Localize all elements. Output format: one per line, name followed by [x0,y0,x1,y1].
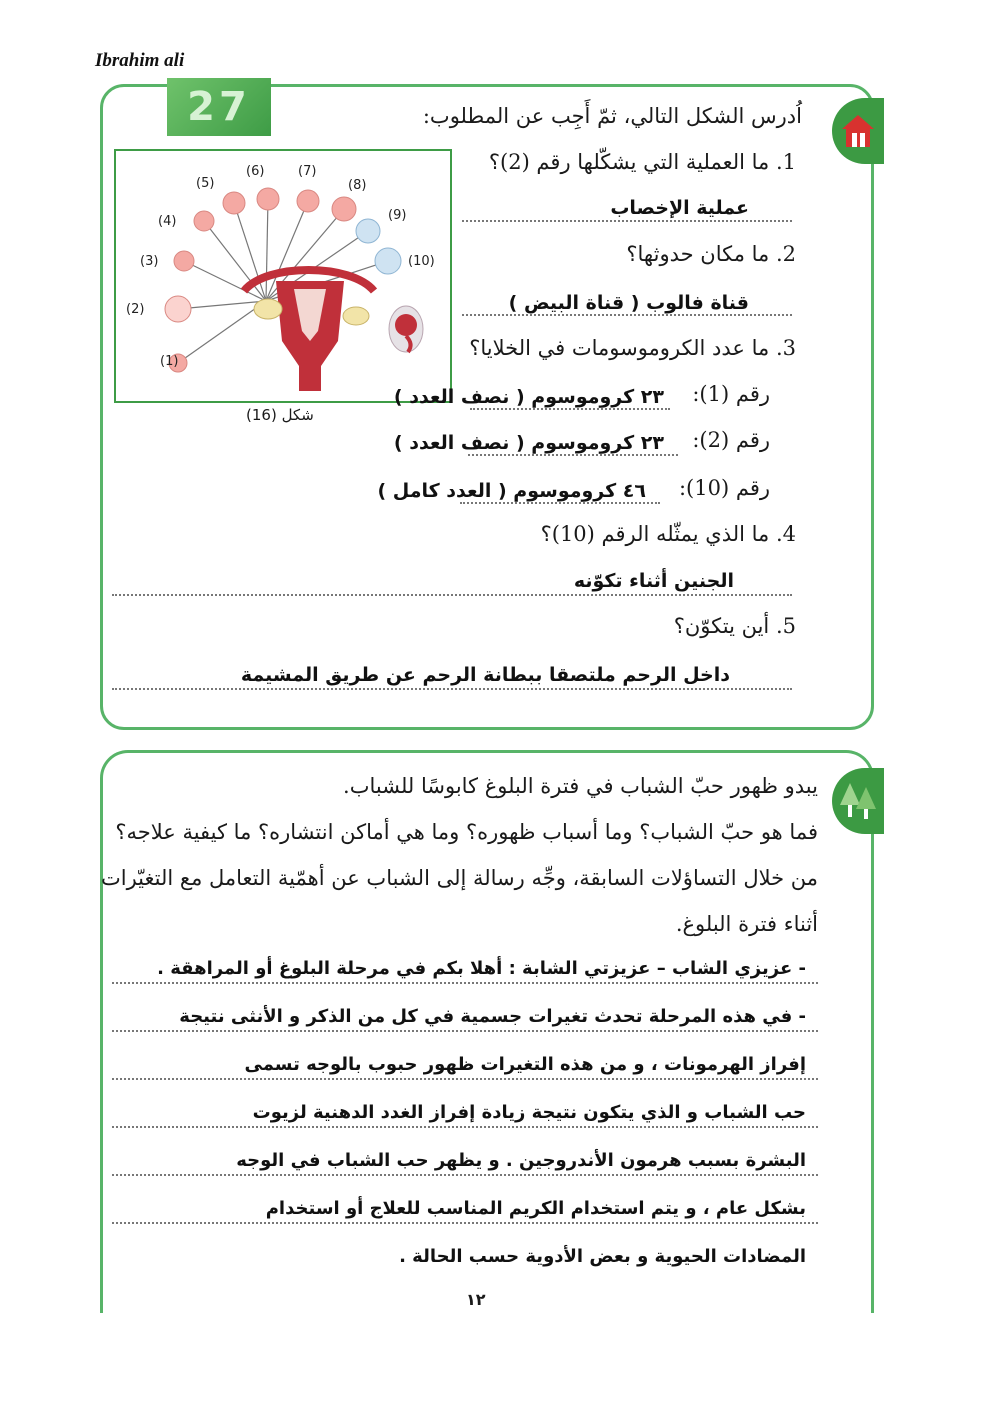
prompt-line-3: من خلال التساؤلات السابقة، وجِّه رسالة إلى الشباب عن أهمّية التعامل مع التغيّرات [100,866,818,890]
essay-line-2 [112,1030,818,1032]
question-2: 2. ما مكان حدوثها؟ [626,242,796,266]
label-3: (3) [140,254,159,269]
page-number: ١٢ [466,1290,486,1309]
essay-line-5 [112,1174,818,1176]
answer-4: الجنين أثناء تكوّنه [573,570,734,592]
prompt-line-4: أثناء فترة البلوغ. [675,912,818,936]
essay-text-5: البشرة بسبب هرمون الأندروجين . و يظهر حب الشباب في الوجه [236,1150,806,1171]
label-7: (7) [298,164,317,179]
ovulation-fertilization-diagram [116,151,450,401]
fetus-drawing [389,306,423,352]
label-2: (2) [126,302,145,317]
row-10-label: رقم (10): [678,476,770,500]
essay-line-3 [112,1078,818,1080]
lesson-number-badge: 27 [167,78,271,136]
prompt-line-1: يبدو ظهور حبّ الشباب في فترة البلوغ كابوسًا للشباب. [343,774,818,798]
author-name: Ibrahim ali [95,50,185,71]
essay-text-3: إفراز الهرمونات ، و من هذه التغيرات ظهور حبوب بالوجه تسمى [244,1054,806,1075]
question-4: 4. ما الذي يمثّله الرقم (10)؟ [540,522,796,546]
label-9: (9) [388,208,407,223]
essay-line-6 [112,1222,818,1224]
essay-line-4 [112,1126,818,1128]
reproduction-figure [114,149,452,403]
essay-text-7: المضادات الحيوية و بعض الأدوية حسب الحالة . [399,1246,806,1267]
row-2-answer: ٢٣ كروموسوم ( نصف العدد ) [393,432,664,454]
answer-line-2 [462,314,792,316]
label-6: (6) [246,164,265,179]
answer-line-5 [112,688,792,690]
essay-text-4: حب الشباب و الذي يتكون نتيجة زيادة إفراز الغدد الدهنية لزيوت [252,1102,806,1123]
essay-text-6: بشكل عام ، و يتم استخدام الكريم المناسب للعلاج أو استخدام [265,1198,806,1219]
row-2-label: رقم (2): [692,428,770,452]
row-1-answer: ٢٣ كروموسوم ( نصف العدد ) [393,386,664,408]
answer-5: داخل الرحم ملتصقا ببطانة الرحم عن طريق المشيمة [240,664,730,686]
question-3: 3. ما عدد الكروموسومات في الخلايا؟ [469,336,796,360]
question-5: 5. أين يتكوّن؟ [673,614,796,638]
answer-line-r2 [468,454,678,456]
row-1-label: رقم (1): [692,382,770,406]
answer-2: قناة فالوب ( قناة البيض ) [508,292,749,314]
answer-line-r1 [470,408,670,410]
figure-caption: شكل (16) [246,406,314,424]
answer-line-r10 [460,502,660,504]
essay-text-2: - في هذه المرحلة تحدث تغيرات جسمية في كل من الذكر و الأنثى نتيجة [179,1006,806,1027]
label-5: (5) [196,176,215,191]
row-10-answer: ٤٦ كروموسوم ( العدد كامل ) [377,480,646,502]
answer-line-4 [112,594,792,596]
label-4: (4) [158,214,177,229]
label-10: (10) [408,254,435,269]
label-8: (8) [348,178,367,193]
label-1: (1) [160,354,179,369]
essay-line-1 [112,982,818,984]
question-1: 1. ما العملية التي يشكّلها رقم (2)؟ [488,150,796,174]
uterus-drawing [244,270,374,391]
answer-1: عملية الإخصاب [610,197,749,219]
prompt-line-2: فما هو حبّ الشباب؟ وما أسباب ظهوره؟ وما هي أماكن انتشاره؟ ما كيفية علاجه؟ [115,820,818,844]
essay-text-1: - عزيزي الشاب – عزيزتي الشابة : أهلا بكم في مرحلة البلوغ أو المراهقة . [157,958,806,979]
answer-line-1 [462,220,792,222]
instruction-text: اُدرس الشكل التالي، ثمّ أَجِب عن المطلوب: [422,104,802,128]
